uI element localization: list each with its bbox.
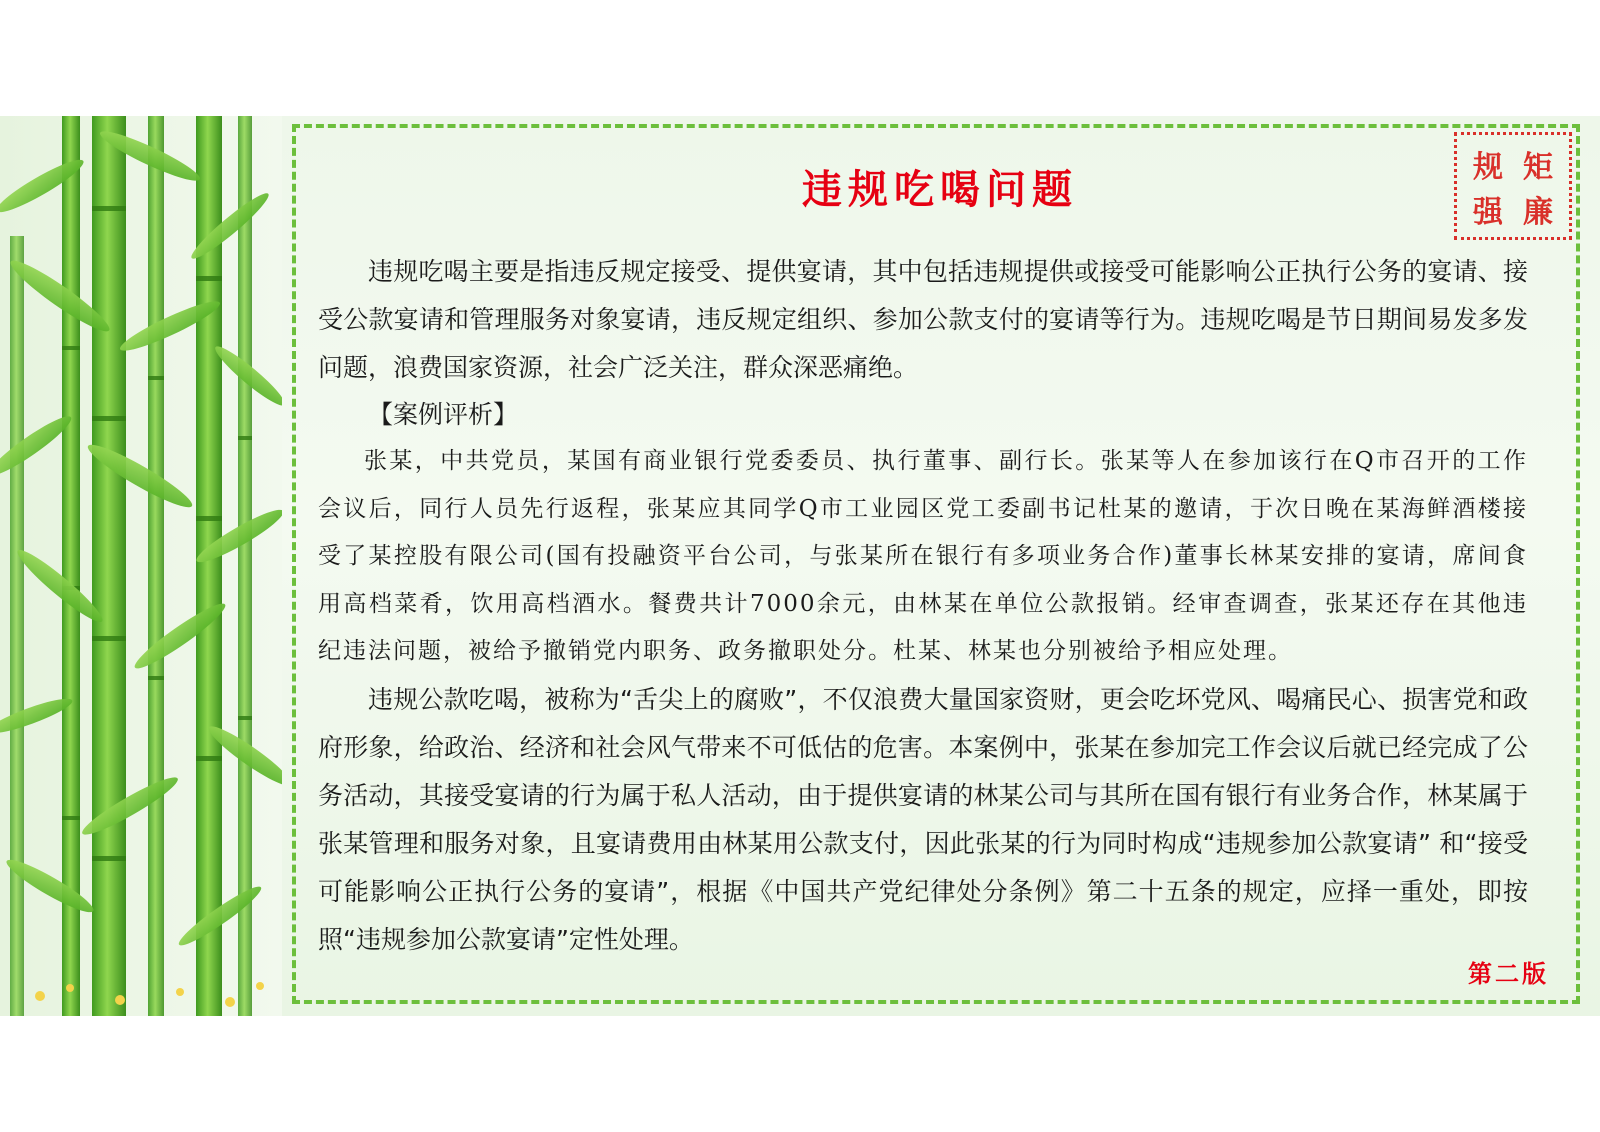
bamboo-icon bbox=[0, 116, 282, 1016]
stamp-char: 廉 bbox=[1523, 194, 1553, 230]
bamboo-illustration bbox=[0, 116, 282, 1016]
page-title: 违规吃喝问题 bbox=[802, 166, 1078, 213]
analysis-paragraph: 违规公款吃喝，被称为“舌尖上的腐败”，不仅浪费大量国家资财，更会吃坏党风、喝痛民心、损害党和政府形象，给政治、经济和社会风气带来不可低估的危害。本案例中，张某在参加完工作会议后就已经完成了公务活动，其接受宴请的行为属于私人活动，由于提供宴请的林某公司与其所在国有银行有业务合作，林某属于张某管理和服务对象，且宴请费用由林某用公款支付，因此张某的行为同时构成“违规参加公款宴请” 和“接受可能影响公正执行公务的宴请”，根据《中国共产党纪律处分条例》第二十五条的规定，应择一重处，即按照“违规参加公款宴请”定性处理。 bbox=[318, 684, 1528, 954]
stamp-char: 矩 bbox=[1523, 149, 1553, 185]
case-paragraph: 张某，中共党员，某国有商业银行党委委员、执行董事、副行长。张某等人在参加该行在Q市召开的工作会议后，同行人员先行返程，张某应其同学Q市工业园区党工委副书记杜某的邀请，于次日晚在某海鲜酒楼接受了某控股有限公司(国有投融资平台公司，与张某所在银行有多项业务合作)董事长林某安排的宴请，席间食用高档菜肴，饮用高档酒水。餐费共计7000余元，由林某在单位公款报销。经审查调查，张某还存在其他违纪违法问题，被给予撤销党内职务、政务撤职处分。杜某、林某也分别被给予相应处理。 bbox=[318, 448, 1528, 664]
intro-paragraph: 违规吃喝主要是指违反规定接受、提供宴请，其中包括违规提供或接受可能影响公正执行公务的宴请、接受公款宴请和管理服务对象宴请，违反规定组织、参加公款支付的宴请等行为。违规吃喝是节日期间易发多发问题，浪费国家资源，社会广泛关注，群众深恶痛绝。 bbox=[318, 257, 1528, 382]
stamp-char: 规 bbox=[1473, 149, 1503, 185]
content-frame bbox=[292, 124, 1580, 1004]
stamp-char: 强 bbox=[1473, 194, 1503, 230]
article-body bbox=[318, 248, 1528, 964]
case-heading: 【案例评析】 bbox=[368, 400, 519, 429]
seal-stamp bbox=[1454, 132, 1572, 240]
poster-background bbox=[0, 116, 1600, 1016]
edition-label: 第二版 bbox=[1468, 959, 1549, 988]
